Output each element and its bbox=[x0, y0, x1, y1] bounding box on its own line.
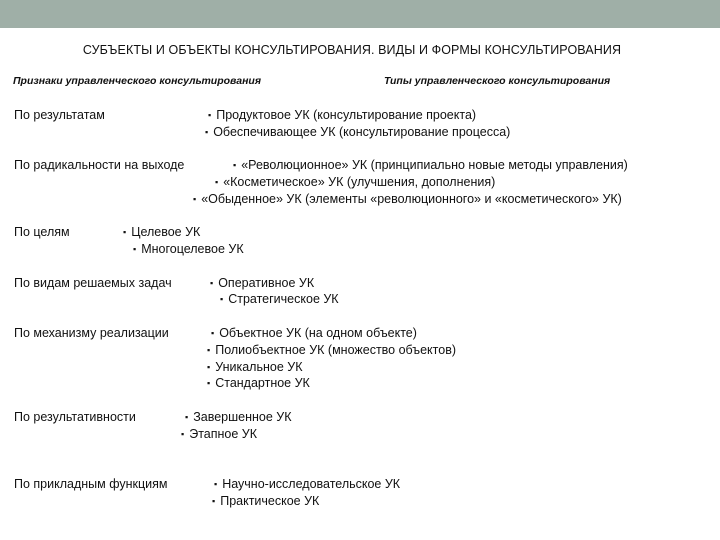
bullet-icon: ▪ bbox=[205, 127, 209, 137]
type-item-text: Продуктовое УК (консультирование проекта) bbox=[216, 108, 477, 122]
type-item bbox=[123, 225, 200, 239]
type-item-text: Полиобъектное УК (множество объектов) bbox=[215, 343, 457, 357]
top-decorative-band bbox=[0, 0, 720, 28]
type-item bbox=[181, 427, 257, 441]
bullet-icon: ▪ bbox=[214, 479, 218, 489]
criterion-label: По прикладным функциям bbox=[14, 477, 168, 491]
type-item-text: Стандартное УК bbox=[215, 376, 310, 390]
bullet-icon: ▪ bbox=[210, 278, 214, 288]
bullet-icon: ▪ bbox=[212, 496, 216, 506]
type-item bbox=[210, 276, 314, 290]
type-item bbox=[185, 410, 292, 424]
type-item-text: Завершенное УК bbox=[193, 410, 292, 424]
slide-title: СУБЪЕКТЫ И ОБЪЕКТЫ КОНСУЛЬТИРОВАНИЯ. ВИДЫ И ФОРМЫ КОНСУЛЬТИРОВАНИЯ bbox=[82, 43, 622, 57]
type-item bbox=[220, 292, 339, 306]
bullet-icon: ▪ bbox=[208, 110, 212, 120]
bullet-icon: ▪ bbox=[220, 294, 224, 304]
criterion-label: По видам решаемых задач bbox=[14, 276, 172, 290]
bullet-icon: ▪ bbox=[207, 345, 211, 355]
type-item bbox=[133, 242, 244, 256]
bullet-icon: ▪ bbox=[211, 328, 215, 338]
type-item bbox=[193, 192, 622, 206]
type-item bbox=[212, 494, 319, 508]
criterion-label: По радикальности на выходе bbox=[14, 158, 185, 172]
type-item-text: Многоцелевое УК bbox=[141, 242, 244, 256]
type-item-text: Объектное УК (на одном объекте) bbox=[219, 326, 417, 340]
header-criteria: Признаки управленческого консультирования bbox=[13, 75, 262, 87]
type-item bbox=[208, 108, 476, 122]
criterion-label: По механизму реализации bbox=[14, 326, 169, 340]
criterion-label: По результатам bbox=[14, 108, 105, 122]
type-item bbox=[215, 175, 495, 189]
bullet-icon: ▪ bbox=[123, 227, 127, 237]
bullet-icon: ▪ bbox=[207, 362, 211, 372]
type-item bbox=[211, 326, 417, 340]
type-item-text: Уникальное УК bbox=[215, 360, 303, 374]
bullet-icon: ▪ bbox=[215, 177, 219, 187]
bullet-icon: ▪ bbox=[185, 412, 189, 422]
bullet-icon: ▪ bbox=[133, 244, 137, 254]
type-item-text: «Обыденное» УК (элементы «революционного» и «косметического» УК) bbox=[201, 192, 622, 206]
criterion-label: По результативности bbox=[14, 410, 136, 424]
type-item bbox=[214, 477, 400, 491]
type-item-text: Обеспечивающее УК (консультирование процесса) bbox=[213, 125, 511, 139]
type-item-text: Целевое УК bbox=[131, 225, 201, 239]
type-item-text: Научно-исследовательское УК bbox=[222, 477, 401, 491]
type-item-text: «Революционное» УК (принципиально новые методы управления) bbox=[241, 158, 628, 172]
type-item bbox=[207, 360, 302, 374]
type-item bbox=[233, 158, 628, 172]
type-item-text: Этапное УК bbox=[189, 427, 257, 441]
type-item bbox=[205, 125, 510, 139]
type-item-text: Практическое УК bbox=[220, 494, 320, 508]
type-item-text: Оперативное УК bbox=[218, 276, 315, 290]
criterion-label: По целям bbox=[14, 225, 70, 239]
header-types: Типы управленческого консультирования bbox=[384, 75, 611, 87]
type-item bbox=[207, 376, 310, 390]
bullet-icon: ▪ bbox=[181, 429, 185, 439]
bullet-icon: ▪ bbox=[193, 194, 197, 204]
type-item-text: «Косметическое» УК (улучшения, дополнения) bbox=[223, 175, 496, 189]
type-item bbox=[207, 343, 456, 357]
bullet-icon: ▪ bbox=[233, 160, 237, 170]
type-item-text: Стратегическое УК bbox=[228, 292, 339, 306]
bullet-icon: ▪ bbox=[207, 378, 211, 388]
